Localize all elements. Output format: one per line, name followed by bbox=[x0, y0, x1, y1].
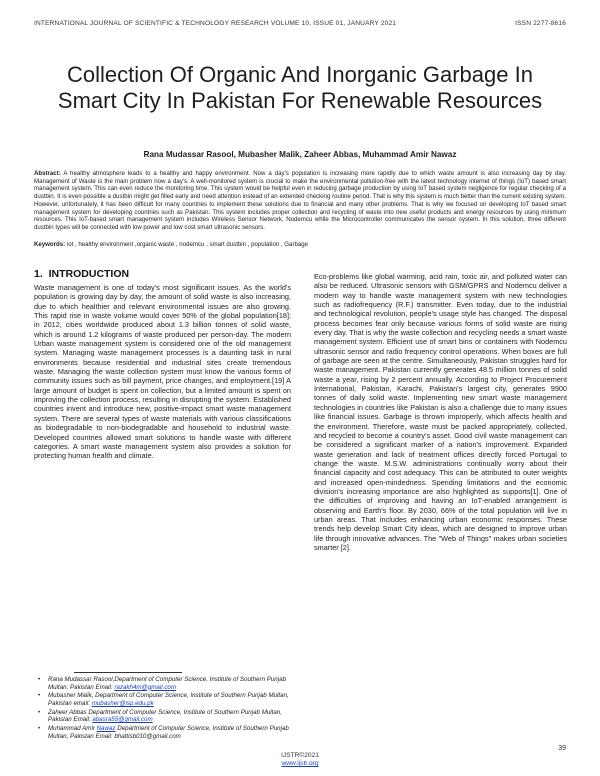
page-number: 39 bbox=[558, 745, 566, 752]
abstract-label: Abstract: bbox=[34, 170, 61, 177]
bullet-icon: • bbox=[38, 676, 41, 683]
name-link[interactable]: Nawaz bbox=[96, 725, 116, 733]
issn: ISSN 2277-8616 bbox=[515, 20, 566, 27]
section-heading bbox=[34, 268, 129, 280]
author-footnotes bbox=[38, 676, 290, 742]
body-column-right: Eco-problems like global warming, acid rain, toxic air, and polluted water can also be reduced. Ultrasonic sensors with GSM/GPRS and Nodemcu deliver a modern way to handle waste management system with new technologies such as radiofrequency (R.F.) transmitter. Even today, due to the industrial and technological revolution, people's usage style has changed. The disposal process becomes fear only because various forms of solid waste are rising every day. That is why the waste collection and recycling needs a smart waste management system. Efficient use of smart bins or containers with Nodemcu ultrasonic sensor and radio frequency control operations. When boxes are full of garbage are seen at the centre. Simultaneously, Pakistan struggles hard for waste management. Pakistan currently generates 48.5 million tonnes of solid waste a year, rising by 2 percent annually. According to Project Procurement International, Pakistan, Karachi, Pakistan's largest city, generates 9900 tonnes of daily solid waste. Implementing new smart waste management technologies in countries like Pakistan is also a challenge due to many issues like financial issues. Garbage is thrown improperly, which affects health and the environment. Therefore, waste must be packed appropriately, collected, and recycled to become a country's asset. Good civil waste management can be considered a significant marker of a nation's improvement. Expanded waste generation and lack of treatment offices directly forced Portugal to change the waste. M.S.W. administrations continually worry about their financial capacity and cost adequacy. This can be attributed to outer weights and increased open-mindedness. Spending limitations and the economic division's increasing importance are also highlighted as supports[1]. One of the difficulties of improving and having an IoT-enabled arrangement is observing and Earth's floor. By 2030, 66% of the total population will live in urban areas. That includes enhancing urban economic responses. These trends help develop Smart City ideas, which are designed to improve urban life through innovative advances. The "Web of Things" makes urban societies smarter [2]. bbox=[314, 272, 567, 552]
abstract-text: A healthy atmosphere leads to a healthy and happy environment. Now a day's population is increasing more rapidly due to which waste amount is also increasing day by day. Management of Waste is the main problem now a day's. A well-monitored system is crucial to make the environmental pollution-free with the latest technology internet of things (IoT) based smart management system. This can even reduce the monitoring time. This system would be helpful even in reducing garbage production by using IoT based system negligence for regular checking of a dustbin. It is even possible a dustbin might get filled early and need attention instead of an extended checking routine period. That is why this system is much better than the current existing system. However, unfortunately, it has been difficult for many countries to implement these solutions due to financial and many other problems. That is why we focused on developing IoT based smart management system for developing countries such as Pakistan. This system includes proper collection and recycling of waste into new useful products and energy resources by using minimum resources. This IoT-based smart management system includes Wireless Sensor Network, Nodemcu while the Microcontroller communicates the sensor system. In this solution, three different dustbin types will be connected with low power and low cost smart ultrasonic sensors. bbox=[34, 170, 566, 231]
author-list: Rana Mudassar Rasool, Mubasher Malik, Zaheer Abbas, Muhammad Amir Nawaz bbox=[143, 150, 457, 159]
bullet-icon: • bbox=[38, 692, 41, 700]
abstract bbox=[34, 170, 566, 232]
running-header bbox=[34, 20, 566, 27]
email-link[interactable]: razakh4m@gmail.com bbox=[114, 683, 177, 691]
keywords-text: iot , healthy environment ,organic waste , nodemcu , smart dustbin , population , Garbage bbox=[65, 241, 309, 248]
section-number: 1. bbox=[34, 268, 43, 280]
footnote-item: • Rana Mudassar Rasool,Department of Computer Science, Institute of Southern Punjab Multan, Pakistan Email: razakh4m@gmail.com bbox=[38, 676, 287, 691]
body-column-left: Waste management is one of today's most significant issues. As the world's population is growing day by day, the amount of solid waste is also increasing, due to which healthier and relevant environmental issues are also growing. This rapid rise in waste volume would cover 50% of the global population[18]; in 2012, cities worldwide produced about 1.3 billion tonnes of solid waste, which is around 1.2 kilograms of waste produced per person-day. The modern Urban waste management system is considered one of the old management system. Managing waste management processes is a daunting task in rural environments because residential and industrial sites create tremendous waste. Managing the waste collection system must know the various forms of community issues such as bill payment, price changes, and employment.[19] A large amount of budget is spent on collection, but a limited amount is spent on improving the collection process, resulting in disrupting the system. Established countries invent and introduce new, positive-impact smart waste management system. There are several types of waste materials with various classifications as biodegradable to non-biodegradable and household to industrial waste. Developed countries allowed smart solutions to handle waste with different categories. A smart waste management system also provides a solution for protecting human health and climate. bbox=[34, 283, 291, 461]
bullet-icon: • bbox=[38, 708, 41, 716]
email-link[interactable]: mubasher@isp.edu.pk bbox=[91, 699, 154, 707]
keywords bbox=[34, 241, 566, 248]
paper-title: Collection Of Organic And Inorganic Garbage In Smart City In Pakistan For Renewable Resources bbox=[57, 62, 543, 113]
journal-name: INTERNATIONAL JOURNAL OF SCIENTIFIC & TECHNOLOGY RESEARCH VOLUME 10, ISSUE 01, JANUARY 2021 bbox=[34, 20, 397, 27]
bullet-icon: • bbox=[38, 725, 41, 733]
footnote-item: • Mubasher Malik, Department of Computer Science, Institute of Southern Punjab Multan, Pakistan email: mubasher@isp.edu.pk bbox=[38, 692, 289, 707]
footnote-rule bbox=[74, 672, 182, 673]
journal-url[interactable]: www.ijstr.org bbox=[281, 760, 319, 767]
footnote-item: • Muhammad Amir Nawaz Department of Computer Science, Institute of Southern Punjab Multan, Pakistan Email: bhattisb010@gmail.com bbox=[38, 725, 289, 740]
keywords-label: Keywords: bbox=[34, 241, 66, 248]
footnote-item: • Zaheer Abbas Department of Computer Science, Institute of Southern Punjab Multan, Pakistan Email: abasra55@gmail.com bbox=[38, 708, 282, 724]
page-footer bbox=[0, 752, 600, 768]
copyright-code: IJSTR©2021 bbox=[281, 752, 319, 759]
section-title: INTRODUCTION bbox=[48, 268, 130, 280]
email-link[interactable]: abasra55@gmail.com bbox=[92, 716, 153, 724]
